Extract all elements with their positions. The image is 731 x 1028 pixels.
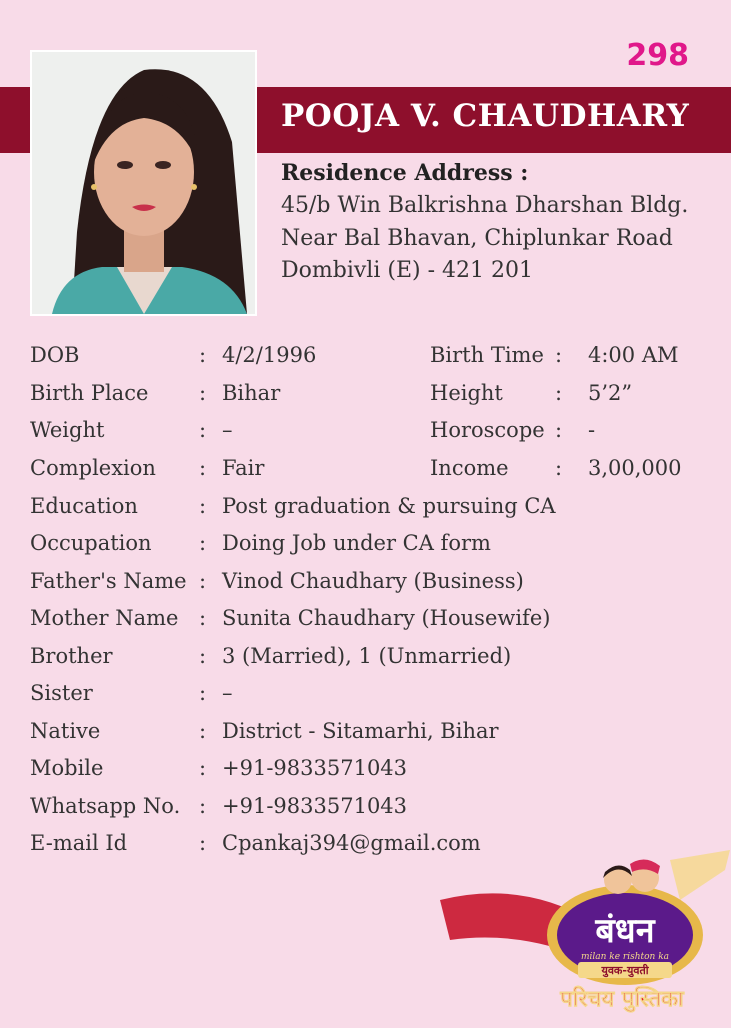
value-whatsapp: +91-9833571043 [222, 794, 408, 818]
value-height: 5’2” [588, 381, 633, 405]
separator: : [199, 719, 207, 743]
label-whatsapp: Whatsapp No. [30, 794, 181, 818]
separator: : [199, 494, 207, 518]
label-sister: Sister [30, 681, 93, 705]
label-weight: Weight [30, 418, 105, 442]
label-email: E-mail Id [30, 831, 128, 855]
label-dob: DOB [30, 343, 80, 367]
separator: : [199, 531, 207, 555]
separator: : [555, 418, 563, 442]
logo-subtitle-2: परिचय पुस्तिका [560, 987, 684, 1012]
value-horoscope: - [588, 418, 596, 442]
value-email: Cpankaj394@gmail.com [222, 831, 481, 855]
separator: : [555, 343, 563, 367]
separator: : [199, 418, 207, 442]
address-line: Dombivli (E) - 421 201 [281, 258, 533, 283]
logo-title: बंधन [595, 911, 655, 951]
value-fathers-name: Vinod Chaudhary (Business) [222, 569, 524, 593]
separator: : [555, 456, 563, 480]
label-brother: Brother [30, 644, 113, 668]
value-birth-time: 4:00 AM [588, 343, 679, 367]
label-occupation: Occupation [30, 531, 152, 555]
value-income: 3,00,000 [588, 456, 682, 480]
value-birth-place: Bihar [222, 381, 281, 405]
separator: : [199, 831, 207, 855]
label-birth-place: Birth Place [30, 381, 149, 405]
value-occupation: Doing Job under CA form [222, 531, 491, 555]
logo-subtitle-1: युवक-युवती [601, 964, 649, 977]
value-sister: – [222, 681, 233, 705]
address-line: Near Bal Bhavan, Chiplunkar Road [281, 226, 673, 251]
profile-name: POOJA V. CHAUDHARY [281, 98, 690, 134]
label-mobile: Mobile [30, 756, 104, 780]
separator: : [199, 681, 207, 705]
label-height: Height [430, 381, 503, 405]
separator: : [199, 456, 207, 480]
label-complexion: Complexion [30, 456, 156, 480]
label-fathers-name: Father's Name [30, 569, 187, 593]
value-dob: 4/2/1996 [222, 343, 317, 367]
value-complexion: Fair [222, 456, 265, 480]
value-weight: – [222, 418, 233, 442]
label-birth-time: Birth Time [430, 343, 544, 367]
separator: : [199, 381, 207, 405]
value-native: District - Sitamarhi, Bihar [222, 719, 499, 743]
separator: : [199, 606, 207, 630]
value-mother-name: Sunita Chaudhary (Housewife) [222, 606, 551, 630]
label-horoscope: Horoscope [430, 418, 545, 442]
label-native: Native [30, 719, 101, 743]
separator: : [555, 381, 563, 405]
separator: : [199, 644, 207, 668]
ray-decoration [670, 850, 730, 900]
bandhan-logo [440, 840, 730, 1024]
page-number: 298 [626, 38, 689, 73]
separator: : [199, 756, 207, 780]
separator: : [199, 343, 207, 367]
address-line: 45/b Win Balkrishna Dharshan Bldg. [281, 193, 689, 218]
logo-tagline: milan ke rishton ka [580, 952, 670, 962]
separator: : [199, 794, 207, 818]
value-brother: 3 (Married), 1 (Unmarried) [222, 644, 512, 668]
label-mother-name: Mother Name [30, 606, 179, 630]
value-education: Post graduation & pursuing CA [222, 494, 556, 518]
value-mobile: +91-9833571043 [222, 756, 408, 780]
label-income: Income [430, 456, 509, 480]
address-label: Residence Address : [281, 160, 529, 186]
separator: : [199, 569, 207, 593]
label-education: Education [30, 494, 138, 518]
